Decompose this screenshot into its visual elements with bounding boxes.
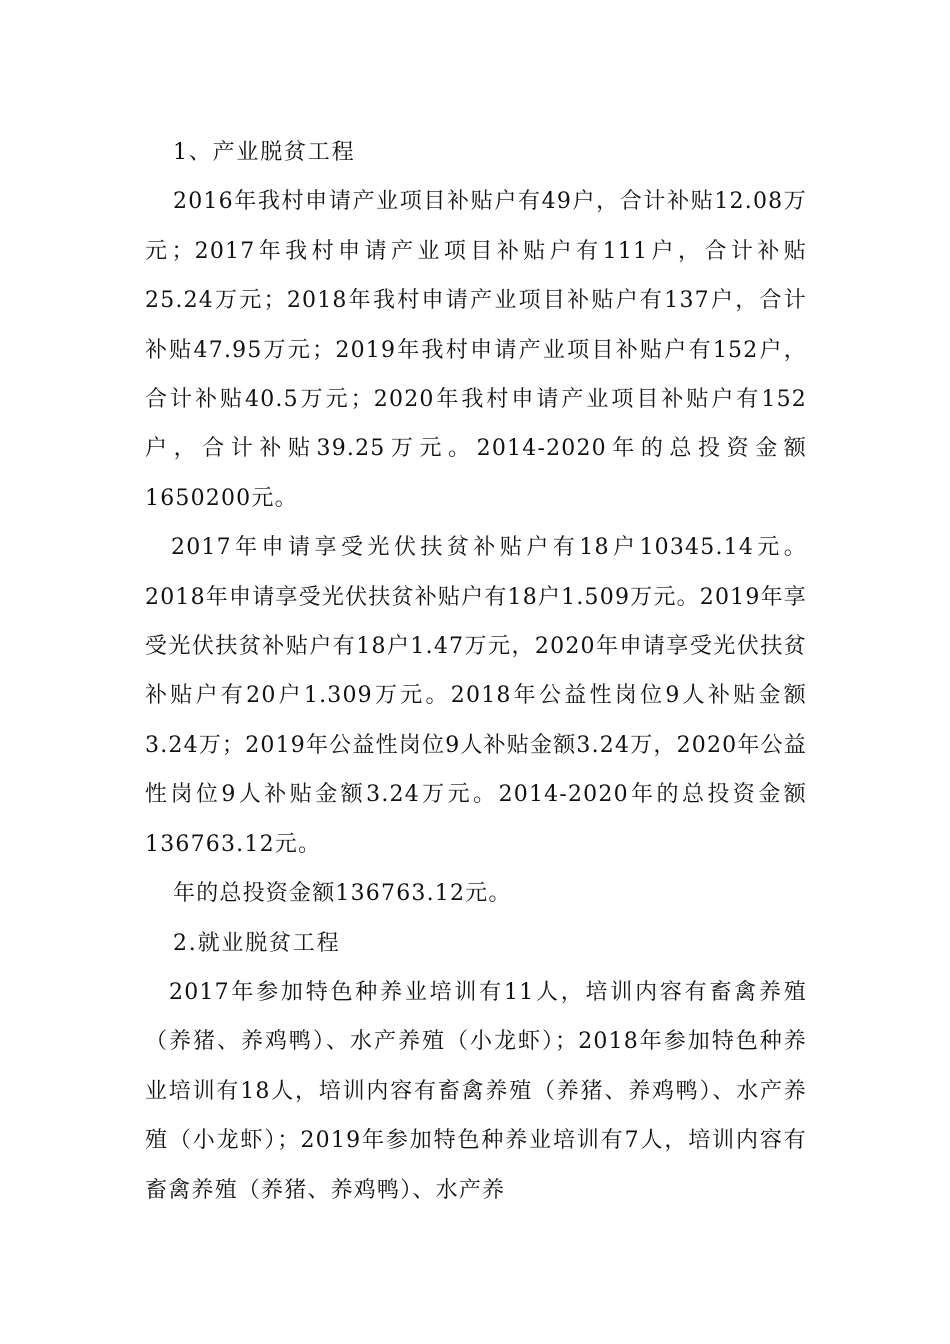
paragraph-industry-subsidy: 2016年我村申请产业项目补贴户有49户，合计补贴12.08万元；2017年我村申请产业项目补贴户有111户，合计补贴25.24万元；2018年我村申请产业项目补贴户有137户，合计补贴47.95万元；2019年我村申请产业项目补贴户有152户，合计补贴40.5万元；2020年我村申请产业项目补贴户有152户，合计补贴39.25万元。2014-2020年的总投资金额1650200元。 — [145, 189, 807, 511]
section-heading-employment: 2.就业脱贫工程 — [173, 930, 341, 956]
document-body — [145, 128, 807, 1215]
paragraph-total-investment: 年的总投资金额136763.12元。 — [173, 881, 512, 907]
paragraph-solar-subsidy: 2017年申请享受光伏扶贫补贴户有18户10345.14元。2018年申请享受光伏扶贫补贴户有18户1.509万元。2019年享受光伏扶贫补贴户有18户1.47万元，2020年申请享受光伏扶贫补贴户有20户1.309万元。2018年公益性岗位9人补贴金额3.24万；2019年公益性岗位9人补贴金额3.24万，2020年公益性岗位9人补贴金额3.24万元。2014-2020年的总投资金额136763.12元。 — [145, 535, 807, 857]
section-heading-industry: 1、产业脱贫工程 — [173, 140, 356, 165]
paragraph-training: 2017年参加特色种养业培训有11人，培训内容有畜禽养殖（养猪、养鸡鸭）、水产养殖（小龙虾）；2018年参加特色种养业培训有18人，培训内容有畜禽养殖（养猪、养鸡鸭）、水产养殖（小龙虾）；2019年参加特色种养业培训有7人，培训内容有畜禽养殖（养猪、养鸡鸭）、水产养 — [145, 979, 807, 1203]
